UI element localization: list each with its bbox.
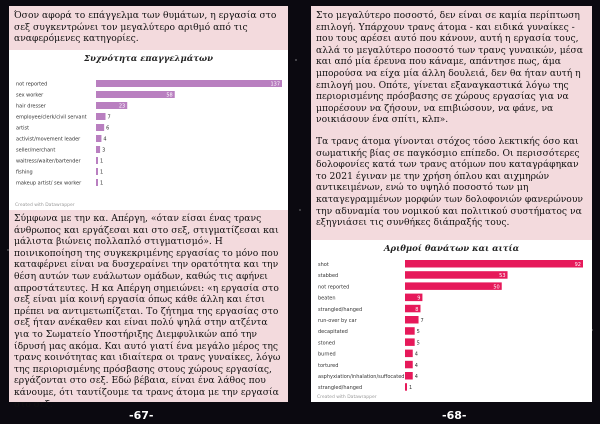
value-label: 5	[416, 329, 420, 336]
category-label: hair dresser	[16, 103, 46, 110]
page-number-right: -68-	[442, 409, 467, 422]
value-label: 7	[420, 318, 424, 324]
bar	[96, 146, 100, 153]
page-number-left: -67-	[129, 409, 154, 422]
category-label: burned	[318, 351, 336, 358]
bar	[96, 113, 106, 120]
bar	[405, 282, 502, 290]
value-label: 4	[414, 362, 418, 369]
value-label: 58	[166, 92, 173, 99]
bar	[405, 372, 413, 380]
left-page	[9, 6, 288, 410]
value-label: 5	[416, 340, 420, 347]
category-label: artist	[16, 125, 30, 132]
occupation-chart-credit: Created with Datawrapper	[15, 203, 75, 208]
bar	[96, 179, 98, 186]
value-label: 50	[493, 284, 500, 291]
value-label: 4	[414, 351, 418, 358]
value-label: 92	[574, 262, 581, 268]
category-label: not reported	[16, 81, 48, 88]
occupation-chart	[9, 50, 288, 210]
category-label: shot	[318, 262, 329, 268]
deaths-chart	[311, 240, 592, 402]
value-label: 4	[103, 136, 107, 143]
left-intro-paragraph: Όσον αφορά το επάγγελμα των θυμάτων, η εργασία στο σεξ συγκεντρώνει τον μεγαλύτερο αριθμό από τις αναφερόμενες κατηγορίες.	[14, 10, 277, 45]
value-label: 1	[100, 169, 104, 176]
category-label: stabbed	[318, 273, 339, 280]
bar	[405, 350, 413, 358]
value-label: 7	[107, 114, 111, 121]
value-label: 137	[270, 81, 280, 88]
category-label: stoned	[318, 340, 336, 347]
category-label: run-over by car	[318, 318, 357, 324]
bar	[405, 316, 419, 324]
category-label: waitress/waiter/bartender	[16, 158, 81, 165]
category-label: employee/clerk/civil servant	[16, 114, 87, 121]
value-label: 8	[415, 306, 419, 313]
bar	[405, 260, 583, 268]
value-label: 9	[417, 295, 421, 302]
category-label: strangled/hanged	[318, 385, 363, 392]
value-label: 1	[100, 180, 104, 187]
bar	[405, 271, 508, 279]
bar	[405, 383, 407, 391]
occupation-chart-title: Συχνότητα επαγγελμάτων	[84, 54, 213, 64]
left-body-paragraph: Σύμφωνα με την κα. Απέργη, «όταν είσαι ένας τρανς άνθρωπος και εργάζεσαι και στο σεξ, στιγματίζεσαι και μάλιστα βιώνεις πολλαπλό στιγματισμό». Η ποινικοποίηση της συγκεκριμένης εργασίας το μόνο που καταφέρνει είναι να δυσχεραίνει την ορατότητα και την θέση αυτών των ευάλωτων ομάδων, καθώς τις αφήνει απροστάτευτες. Η κα Απέργη σημειώνει: «η εργασία στο σεξ είναι μία κοινή εργασία όπως κάθε άλλη και έτσι πρέπει να αντιμετωπίζεται. Το ζήτημα της εργασίας στο σεξ ήταν ανέκαθεν και είναι πολύ ψηλά στην ατζέντα για το Σωματείο Υποστήριξης Διεμφυλικών από την ίδρυσή μας ακόμα. Και αυτό γιατί ένα μεγάλο μέρος της τρανς κοινότητας και ιδιαίτερα οι τρανς γυναίκες, λόγω της περιορισμένης πρόσβασης στους χώρους εργασίας, εργάζονται στο σεξ. Εδώ βέβαια, είναι ένα λάθος που κάνουμε, ότι ταυτίζουμε τα τρανς άτομα με την εργασία στο σεξ.	[14, 213, 281, 410]
deaths-chart-title: Αριθμοί θανάτων και αιτία	[383, 244, 520, 254]
bar	[405, 327, 415, 335]
category-label: decapitated	[318, 329, 348, 336]
category-label: activist/movement leader	[16, 136, 81, 143]
bar	[96, 80, 282, 87]
value-label: 3	[102, 147, 106, 154]
category-label: makeup artist/ sex worker	[16, 180, 82, 187]
category-label: beaten	[318, 295, 336, 302]
deaths-chart-svg	[311, 240, 592, 402]
bar	[96, 135, 101, 142]
category-label: strangled/hanged	[318, 306, 363, 313]
value-label: 6	[106, 125, 110, 132]
category-label: sex worker	[16, 92, 44, 99]
category-label: not reported	[318, 284, 350, 291]
category-label: seller/merchant	[16, 147, 56, 154]
bar	[96, 124, 104, 131]
bar	[405, 338, 415, 346]
value-label: 4	[414, 374, 418, 380]
deaths-chart-credit: Created with Datawrapper	[317, 395, 377, 400]
value-label: 23	[118, 103, 126, 110]
category-label: fishing	[16, 169, 33, 176]
bar	[405, 361, 413, 369]
category-label: tortured	[318, 362, 339, 369]
right-paragraph-1: Στο μεγαλύτερο ποσοστό, δεν είναι σε καμία περίπτωση επιλογή. Υπάρχουν τρανς άτομα - και ειδικά γυναίκες - που τους αρέσει αυτό που κάνουν, αυτή η εργασία τους, αλλά το μεγαλύτερο ποσοστό των τρανς γυναικών, μέσα και από μία έρευνα που κάναμε, απάντησε πως, άμα μπορούσα να είχα μία άλλη δουλειά, δεν θα ήταν αυτή η επιλογή μου. Οπότε, γίνεται εξαναγκαστικά λόγω της περιορισμένης πρόσβασης σε χώρους εργασίας για να μπορέσουν να ζήσουν, να επιβιώσουν, να φάνε, να νοικιάσουν ένα σπίτι, κλπ».	[316, 10, 583, 126]
bar	[96, 157, 98, 164]
bar	[96, 168, 98, 175]
value-label: 1	[100, 158, 104, 165]
right-paragraph-2: Τα τρανς άτομα γίνονται στόχος τόσο λεκτικής όσο και σωματικής βίας σε παγκόσμιο επίπεδο. Οι περισσότερες δολοφονίες κατά των τρανς ατόμων που καταγράφηκαν το 2021 έγιναν με την χρήση όπλου και αιχμηρών αντικειμένων, ενώ το υψηλό ποσοστό των μη καταγεγραμμένων μορφών των δολοφονιών φανερώνουν την αδυναμία του νομικού και πολιτικού συστήματος να εξηγνιάσει τις συνθήκες διάπραξής τους.	[316, 135, 584, 229]
value-label: 53	[499, 273, 506, 280]
category-label: asphyxiation/inhalation/suffocated	[318, 374, 405, 380]
occupation-chart-svg	[9, 50, 288, 210]
value-label: 1	[409, 385, 413, 392]
right-page	[311, 6, 592, 402]
bar	[96, 91, 175, 98]
